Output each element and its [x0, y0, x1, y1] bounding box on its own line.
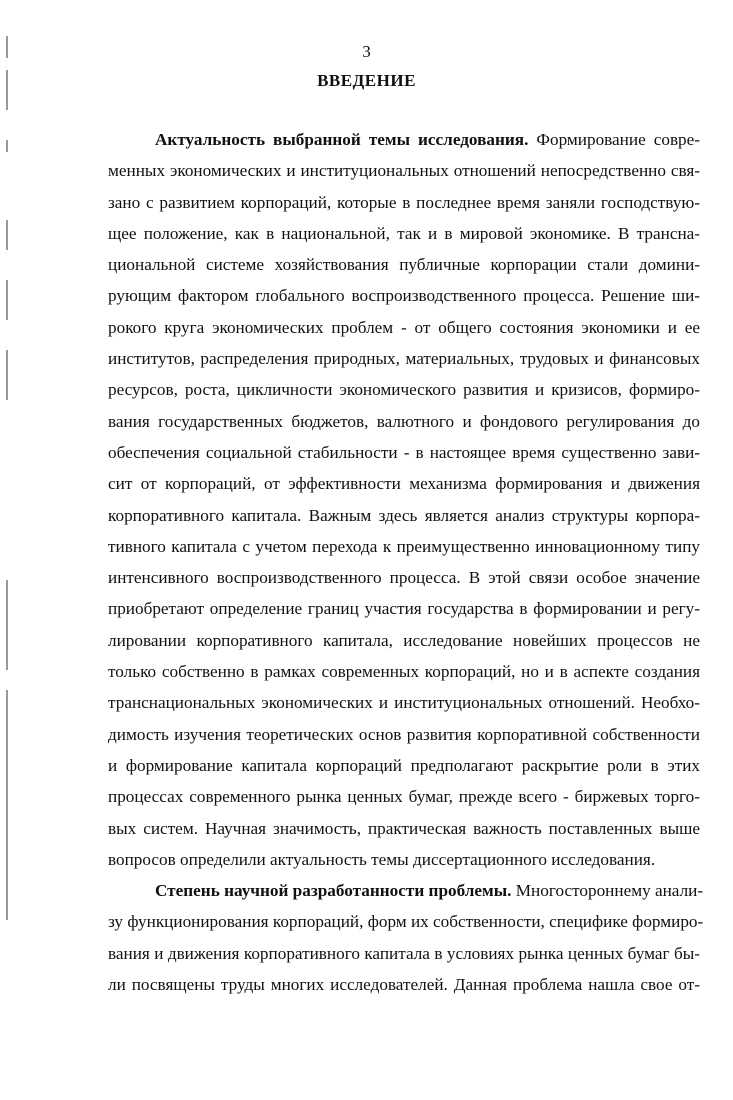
- text-line: институтов, распределения природных, материальных, трудовых и финансовых: [108, 349, 700, 369]
- body-text: [108, 124, 704, 1000]
- text-line: димость изучения теоретических основ развития корпоративной собственности: [108, 724, 700, 744]
- paragraph-1-first-line: Актуальность выбранной темы исследования. Формирование совре-: [155, 130, 700, 149]
- page-number: 3: [362, 42, 371, 61]
- paragraph-2-title: Степень научной разработанности проблемы.: [155, 881, 512, 901]
- text-line: сит от корпораций, от эффективности механизма формирования и движения: [108, 474, 700, 494]
- paragraph-1-title: Актуальность выбранной темы исследования.: [155, 130, 529, 149]
- text-line: ли посвящены труды многих исследователей. Данная проблема нашла свое от-: [108, 975, 700, 995]
- text-line: вания государственных бюджетов, валютного и фондового регулирования до: [108, 411, 700, 431]
- text-line: зу функционирования корпораций, форм их собственности, специфике формиро-: [108, 912, 704, 932]
- text-line: процессах современного рынка ценных бумаг, прежде всего - биржевых торго-: [108, 787, 700, 807]
- text-line: ресурсов, роста, цикличности экономического развития и кризисов, формиро-: [108, 380, 700, 400]
- text-line: вания и движения корпоративного капитала в условиях рынка ценных бумаг бы-: [108, 943, 700, 963]
- text-line: только собственно в рамках современных корпораций, но и в аспекте создания: [108, 662, 700, 682]
- scan-margin-marks: [0, 0, 20, 1100]
- text-line: корпоративного капитала. Важным здесь является анализ структуры корпора-: [108, 505, 700, 525]
- text-line: рующим фактором глобального воспроизводственного процесса. Решение ши-: [108, 286, 700, 306]
- text-line: вых систем. Научная значимость, практическая важность поставленных выше: [108, 818, 700, 838]
- text-line: зано с развитием корпораций, которые в последнее время заняли господствую-: [108, 192, 700, 212]
- text-line: интенсивного воспроизводственного процесса. В этой связи особое значение: [108, 568, 700, 588]
- paragraph-1-last-line: вопросов определили актуальность темы диссертационного исследования.: [108, 849, 656, 869]
- text-line: тивного капитала с учетом перехода к преимущественно инновационному типу: [108, 536, 700, 556]
- section-heading: ВВЕДЕНИЕ: [317, 71, 416, 90]
- text-line: щее положение, как в национальной, так и в мировой экономике. В трансна-: [108, 223, 700, 243]
- text-line: транснациональных экономических и институциональных отношений. Необхо-: [108, 693, 700, 713]
- text-line: обеспечения социальной стабильности - в настоящее время существенно зави-: [108, 442, 700, 462]
- text-line: рокого круга экономических проблем - от общего состояния экономики и ее: [108, 317, 700, 337]
- text-line: лировании корпоративного капитала, исследование новейших процессов не: [108, 630, 700, 650]
- text-line: циональной системе хозяйствования публичные корпорации стали домини-: [108, 255, 700, 275]
- paragraph-2-first-line: Степень научной разработанности проблемы. Многостороннему анали-: [155, 881, 704, 901]
- text-line: и формирование капитала корпораций предполагают раскрытие роли в этих: [108, 755, 700, 775]
- text-line: менных экономических и институциональных отношений непосредственно свя-: [108, 161, 700, 181]
- text-line: приобретают определение границ участия государства в формировании и регу-: [108, 599, 700, 619]
